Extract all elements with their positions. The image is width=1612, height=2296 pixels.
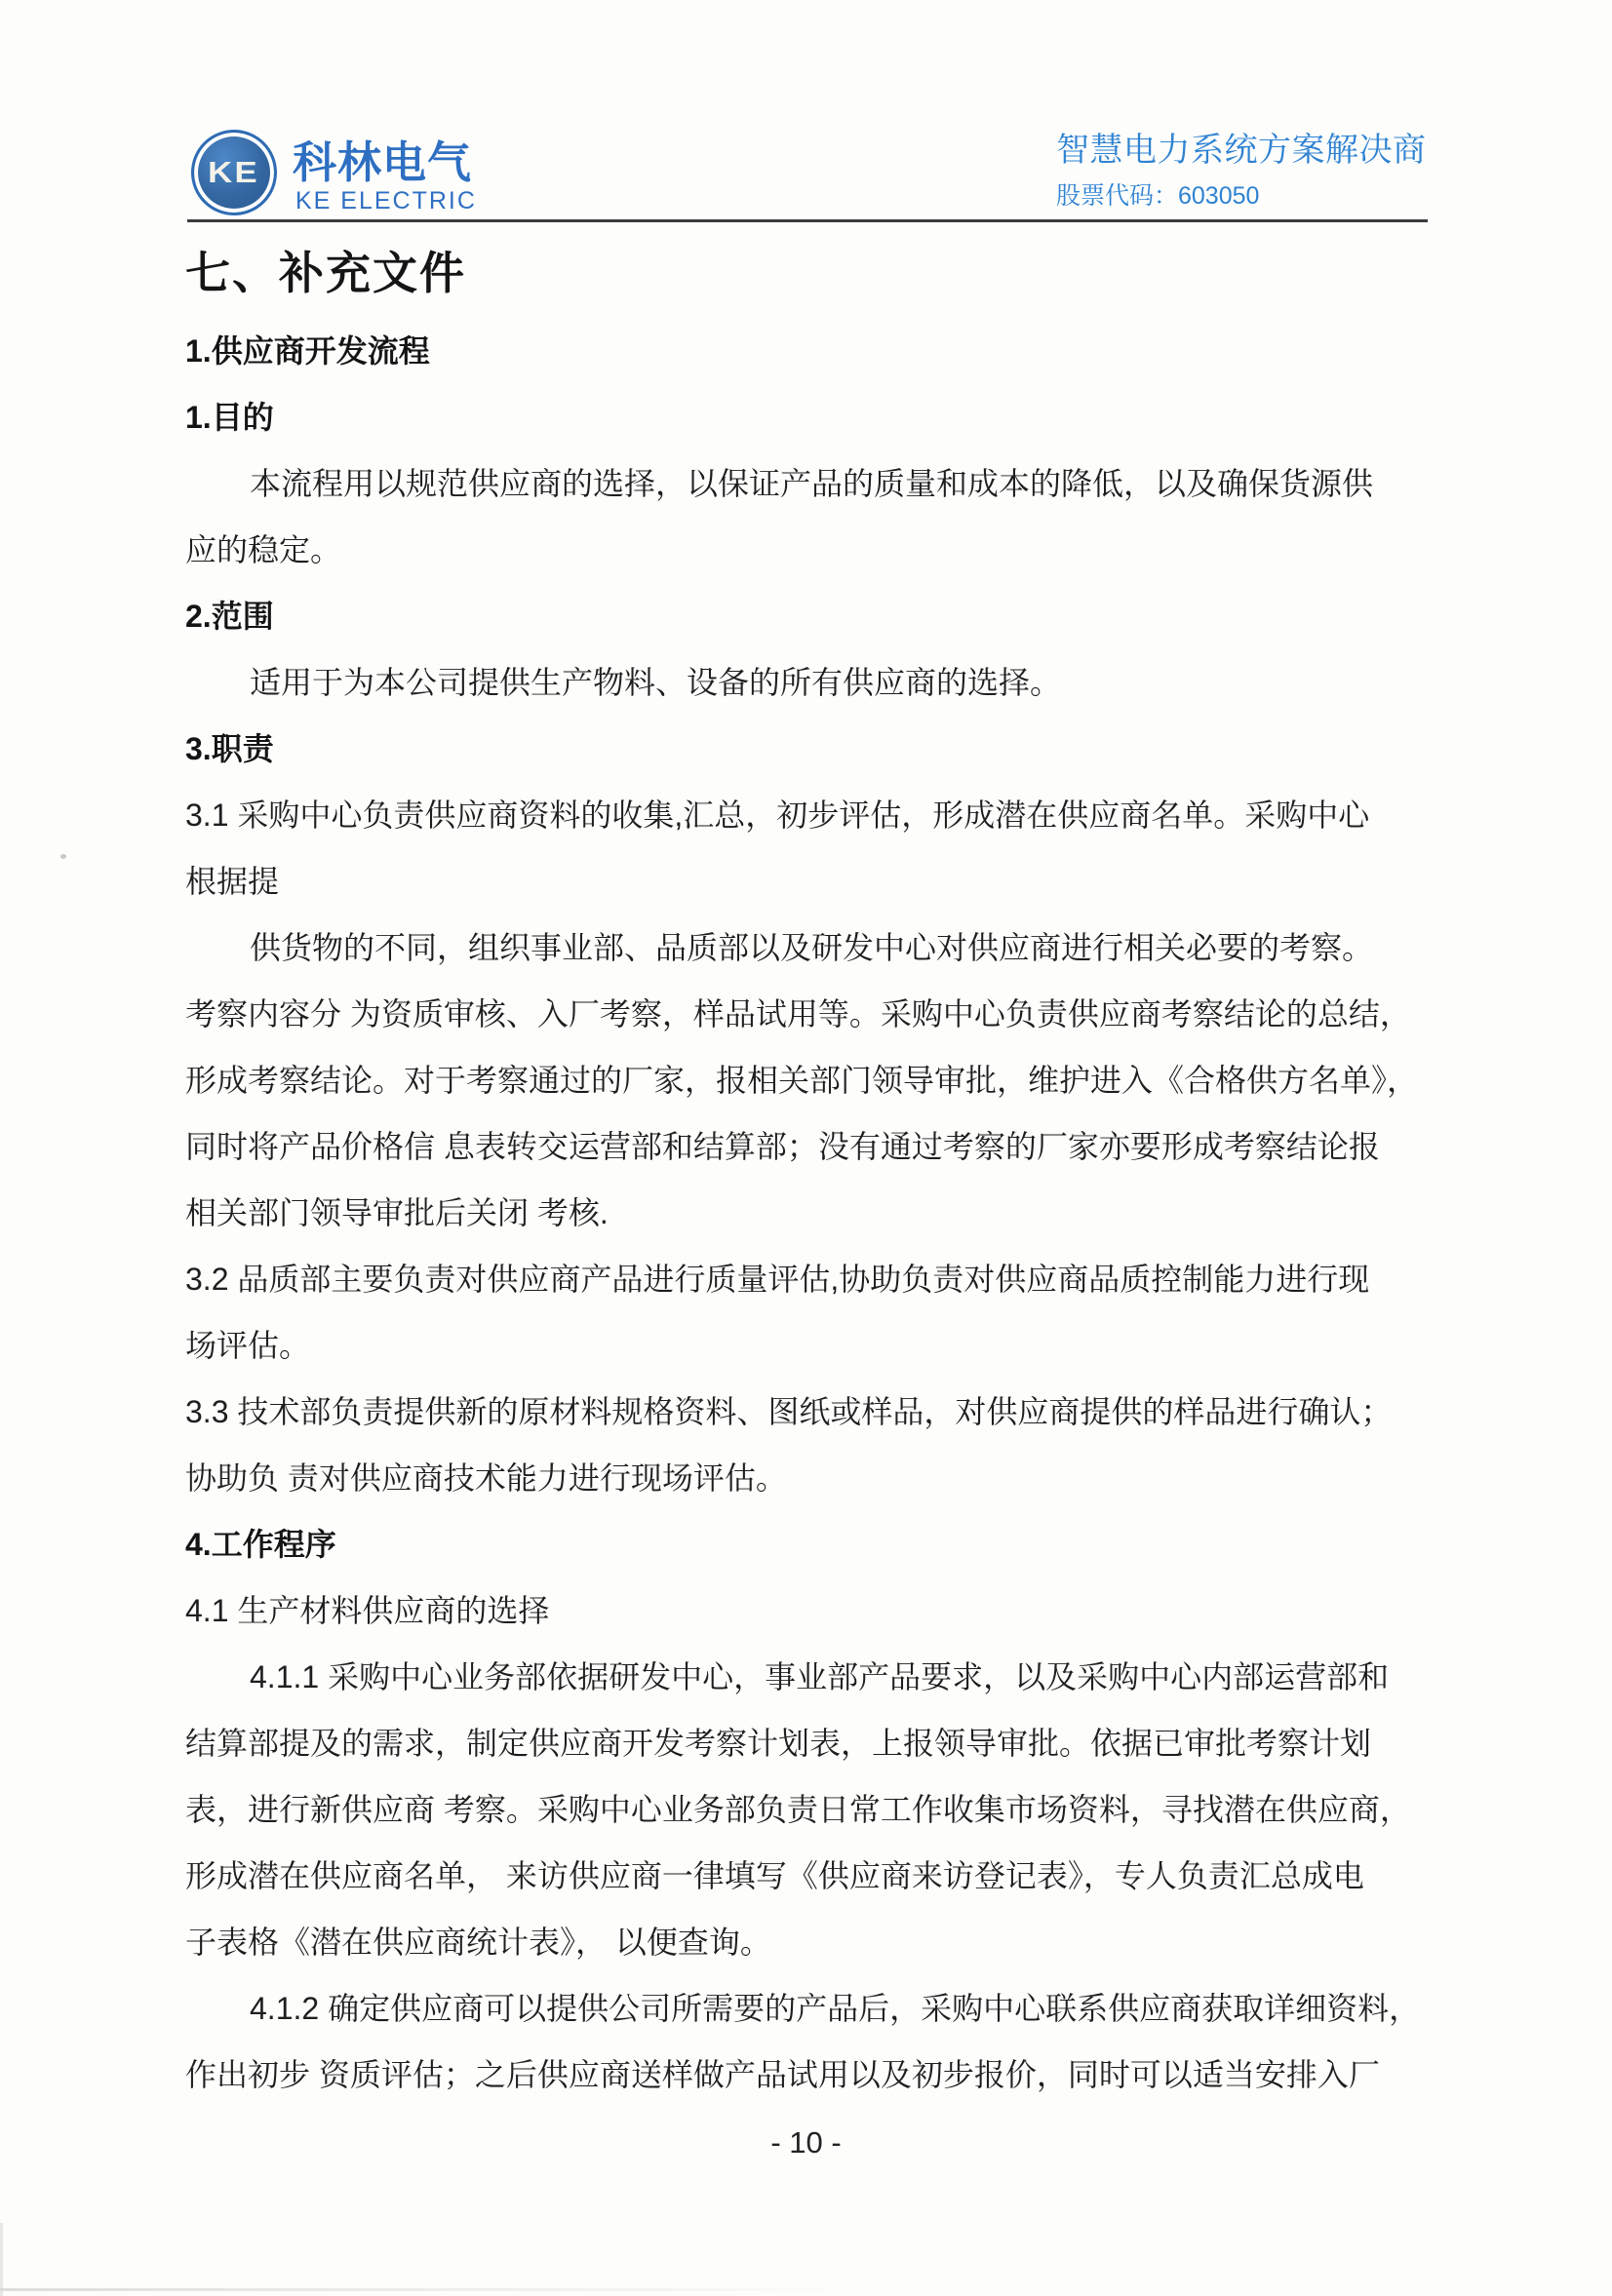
section-heading: 3.职责	[185, 731, 274, 766]
brand-name-english: KE ELECTRIC	[295, 187, 477, 214]
stock-code: 股票代码：603050	[1056, 182, 1260, 210]
paragraph-line: 形成考察结论。对于考察通过的厂家，报相关部门领导审批，维护进入《合格供方名单》，	[185, 1063, 1419, 1098]
paragraph-line: 应的稳定。	[185, 532, 342, 567]
header-divider	[187, 219, 1428, 222]
paragraph-line: 4.1 生产材料供应商的选择	[185, 1593, 550, 1628]
paragraph-line: 表，进行新供应商 考察。采购中心业务部负责日常工作收集市场资料，寻找潜在供应商，	[185, 1792, 1411, 1827]
section-heading: 2.范围	[185, 599, 274, 634]
paragraph-line: 考察内容分 为资质审核、入厂考察，样品试用等。采购中心负责供应商考察结论的总结，	[185, 996, 1411, 1031]
paragraph-line: 场评估。	[185, 1328, 311, 1363]
section-heading: 1.供应商开发流程	[185, 333, 430, 369]
paragraph-line: 适用于为本公司提供生产物料、设备的所有供应商的选择。	[250, 665, 1062, 700]
paragraph-line: 相关部门领导审批后关闭 考核.	[185, 1195, 609, 1230]
paragraph-line: 协助负 责对供应商技术能力进行现场评估。	[185, 1460, 787, 1496]
paragraph-line: 形成潜在供应商名单， 来访供应商一律填写《供应商来访登记表》，专人负责汇总成电	[185, 1858, 1364, 1893]
paragraph-line: 作出初步 资质评估；之后供应商送样做产品试用以及初步报价，同时可以适当安排入厂	[185, 2057, 1380, 2092]
scan-artifact-dot	[60, 854, 66, 859]
scan-artifact-edge	[0, 2223, 3, 2296]
paragraph-line: 3.2 品质部主要负责对供应商产品进行质量评估,协助负责对供应商品质控制能力进行现	[185, 1262, 1370, 1297]
paragraph-line: 子表格《潜在供应商统计表》， 以便查询。	[185, 1925, 771, 1960]
scan-artifact-streak	[0, 2288, 858, 2291]
logo-monogram: KE	[208, 155, 260, 189]
header-tagline: 智慧电力系统方案解决商	[1056, 132, 1427, 169]
section-heading: 1.目的	[185, 400, 274, 435]
paragraph-line: 4.1.2 确定供应商可以提供公司所需要的产品后，采购中心联系供应商获取详细资料，	[250, 1991, 1421, 2026]
company-logo	[191, 130, 277, 215]
paragraph-line: 结算部提及的需求，制定供应商开发考察计划表，上报领导审批。依据已审批考察计划	[185, 1726, 1372, 1761]
paragraph-line: 供货物的不同，组织事业部、品质部以及研发中心对供应商进行相关必要的考察。	[250, 930, 1374, 965]
section-heading: 4.工作程序	[185, 1527, 336, 1562]
paragraph-line: 4.1.1 采购中心业务部依据研发中心，事业部产品要求，以及采购中心内部运营部和	[250, 1659, 1390, 1694]
document-title: 七、补充文件	[185, 248, 466, 298]
document-content	[185, 242, 1438, 2108]
page-number: - 10 -	[770, 2125, 842, 2160]
paragraph-line: 3.3 技术部负责提供新的原材料规格资料、图纸或样品，对供应商提供的样品进行确认；	[185, 1394, 1393, 1429]
paragraph-line: 3.1 采购中心负责供应商资料的收集,汇总，初步评估，形成潜在供应商名单。采购中心	[185, 798, 1370, 833]
brand-name-chinese: 科林电气	[293, 137, 473, 187]
paragraph-line: 本流程用以规范供应商的选择，以保证产品的质量和成本的降低，以及确保货源供	[250, 466, 1374, 501]
paragraph-line: 同时将产品价格信 息表转交运营部和结算部；没有通过考察的厂家亦要形成考察结论报	[185, 1129, 1380, 1164]
paragraph-line: 根据提	[185, 864, 280, 899]
